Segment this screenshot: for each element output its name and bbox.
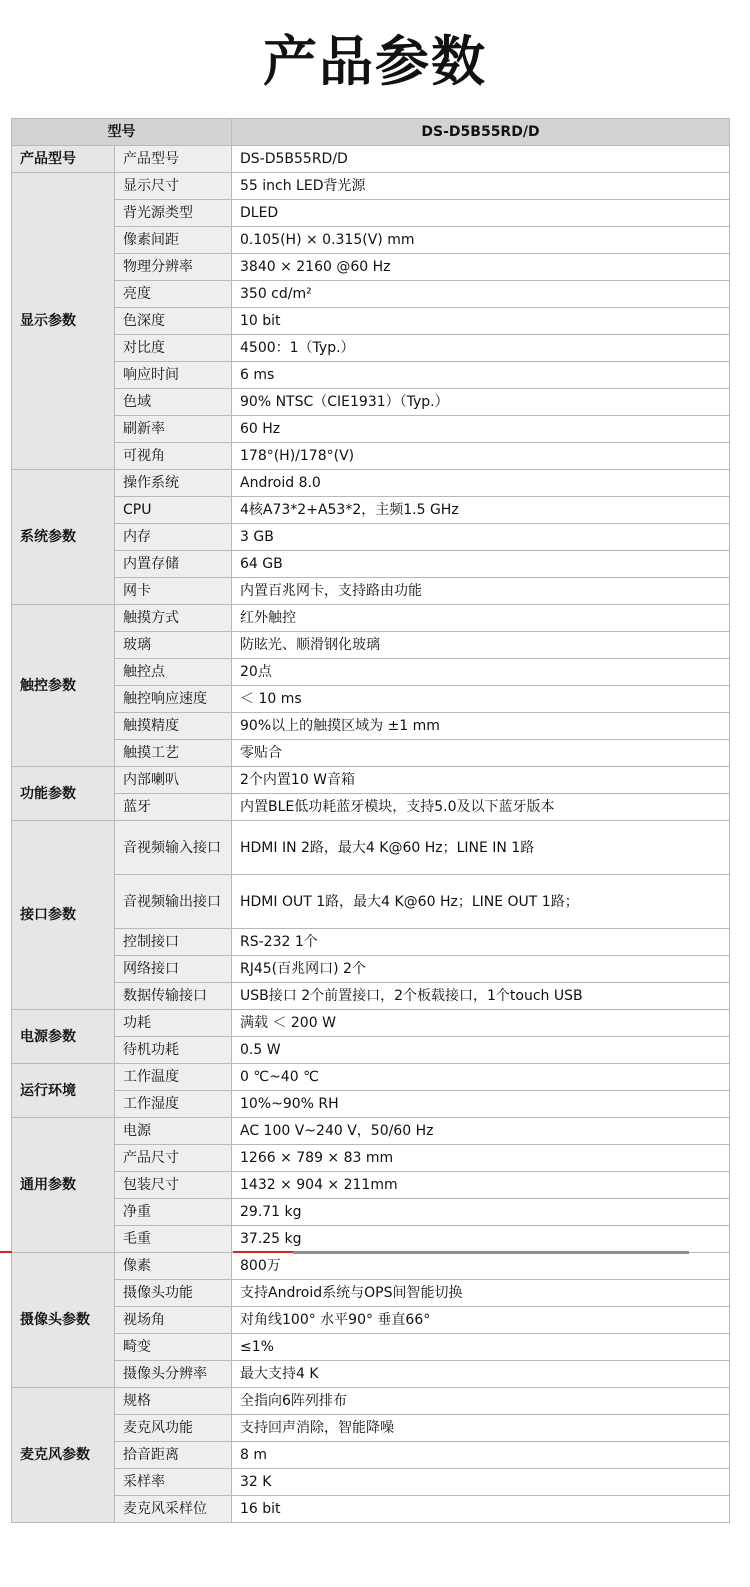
param-label: 麦克风采样位: [115, 1496, 232, 1523]
param-label: 产品尺寸: [115, 1145, 232, 1172]
param-label: 网卡: [115, 578, 232, 605]
param-value: USB接口 2个前置接口，2个板载接口，1个touch USB: [232, 983, 730, 1010]
param-label: 控制接口: [115, 929, 232, 956]
section-name: 触控参数: [12, 605, 115, 767]
table-row: [12, 200, 730, 227]
model-header-value: DS-D5B55RD/D: [232, 119, 730, 146]
param-value: 内置百兆网卡，支持路由功能: [232, 578, 730, 605]
param-value: 红外触控: [232, 605, 730, 632]
param-value: 3840 × 2160 @60 Hz: [232, 254, 730, 281]
param-value: DLED: [232, 200, 730, 227]
table-row: [12, 659, 730, 686]
param-label: 净重: [115, 1199, 232, 1226]
param-value: ＜ 10 ms: [232, 686, 730, 713]
param-label: 网络接口: [115, 956, 232, 983]
param-label: 包装尺寸: [115, 1172, 232, 1199]
param-label: 工作湿度: [115, 1091, 232, 1118]
param-value: HDMI OUT 1路，最大4 K@60 Hz；LINE OUT 1路；: [232, 875, 730, 929]
model-header-label: 型号: [12, 119, 232, 146]
table-row: [12, 1361, 730, 1388]
table-row: [12, 389, 730, 416]
table-row: [12, 1037, 730, 1064]
param-value: 1432 × 904 × 211mm: [232, 1172, 730, 1199]
param-label: 像素: [115, 1253, 232, 1280]
param-value: 防眩光、顺滑钢化玻璃: [232, 632, 730, 659]
table-row: [12, 1064, 730, 1091]
param-label: 摄像头功能: [115, 1280, 232, 1307]
param-label: 待机功耗: [115, 1037, 232, 1064]
table-row: [12, 821, 730, 875]
table-row: [12, 767, 730, 794]
param-value: 29.71 kg: [232, 1199, 730, 1226]
param-value: RJ45(百兆网口) 2个: [232, 956, 730, 983]
param-value: Android 8.0: [232, 470, 730, 497]
param-value: 32 K: [232, 1469, 730, 1496]
table-row: [12, 740, 730, 767]
gray-strike-line: [293, 1251, 689, 1254]
param-label: 产品型号: [115, 146, 232, 173]
param-label: 响应时间: [115, 362, 232, 389]
param-label: 内部喇叭: [115, 767, 232, 794]
param-value: 55 inch LED背光源: [232, 173, 730, 200]
table-row: [12, 1388, 730, 1415]
section-name: 功能参数: [12, 767, 115, 821]
param-label: 物理分辨率: [115, 254, 232, 281]
table-row: [12, 1334, 730, 1361]
page-title: 产品参数: [263, 30, 487, 93]
param-label: 电源: [115, 1118, 232, 1145]
table-row: [12, 281, 730, 308]
table-row: [12, 1091, 730, 1118]
param-label: 畸变: [115, 1334, 232, 1361]
param-label: 刷新率: [115, 416, 232, 443]
param-label: 触摸精度: [115, 713, 232, 740]
table-row: [12, 1010, 730, 1037]
param-label: 可视角: [115, 443, 232, 470]
table-row: [12, 470, 730, 497]
param-label: 麦克风功能: [115, 1415, 232, 1442]
param-value: 零贴合: [232, 740, 730, 767]
table-row: [12, 1442, 730, 1469]
param-label: 触控点: [115, 659, 232, 686]
param-label: 操作系统: [115, 470, 232, 497]
param-value: 37.25 kg: [232, 1226, 730, 1253]
table-header-row: [12, 119, 730, 146]
red-underline: [233, 1251, 293, 1253]
spec-table-body: [12, 119, 730, 1523]
param-label: 内存: [115, 524, 232, 551]
table-row: [12, 686, 730, 713]
table-row: [12, 173, 730, 200]
param-value: 支持回声消除，智能降噪: [232, 1415, 730, 1442]
table-row: [12, 335, 730, 362]
param-value: DS-D5B55RD/D: [232, 146, 730, 173]
param-label: 工作温度: [115, 1064, 232, 1091]
table-row: [12, 1307, 730, 1334]
param-value: 16 bit: [232, 1496, 730, 1523]
section-name: 运行环境: [12, 1064, 115, 1118]
param-label: 蓝牙: [115, 794, 232, 821]
table-row: [12, 1145, 730, 1172]
param-label: 数据传输接口: [115, 983, 232, 1010]
param-label: 显示尺寸: [115, 173, 232, 200]
section-name: 显示参数: [12, 173, 115, 470]
param-value: 0.5 W: [232, 1037, 730, 1064]
section-name: 电源参数: [12, 1010, 115, 1064]
table-row: [12, 227, 730, 254]
param-label: 色深度: [115, 308, 232, 335]
param-value: 90%以上的触摸区域为 ±1 mm: [232, 713, 730, 740]
param-label: 背光源类型: [115, 200, 232, 227]
table-row: [12, 1199, 730, 1226]
param-label: 内置存储: [115, 551, 232, 578]
param-value: 350 cd/m²: [232, 281, 730, 308]
param-value: 0 ℃~40 ℃: [232, 1064, 730, 1091]
table-row: [12, 1280, 730, 1307]
spec-table: [11, 118, 730, 1523]
param-value: 全指向6阵列排布: [232, 1388, 730, 1415]
param-label: 触摸工艺: [115, 740, 232, 767]
param-label: 亮度: [115, 281, 232, 308]
param-value: 20点: [232, 659, 730, 686]
param-value: 6 ms: [232, 362, 730, 389]
param-value: 10 bit: [232, 308, 730, 335]
section-name: 麦克风参数: [12, 1388, 115, 1523]
table-row: [12, 1226, 730, 1253]
param-value: 64 GB: [232, 551, 730, 578]
param-value: AC 100 V~240 V，50/60 Hz: [232, 1118, 730, 1145]
param-label: 视场角: [115, 1307, 232, 1334]
param-value: 800万: [232, 1253, 730, 1280]
param-label: 触控响应速度: [115, 686, 232, 713]
table-row: [12, 497, 730, 524]
section-name: 摄像头参数: [12, 1253, 115, 1388]
param-value: 0.105(H) × 0.315(V) mm: [232, 227, 730, 254]
table-row: [12, 578, 730, 605]
table-row: [12, 362, 730, 389]
section-name: 通用参数: [12, 1118, 115, 1253]
param-label: 毛重: [115, 1226, 232, 1253]
param-label: 采样率: [115, 1469, 232, 1496]
table-row: [12, 416, 730, 443]
param-value: 支持Android系统与OPS间智能切换: [232, 1280, 730, 1307]
section-name: 接口参数: [12, 821, 115, 1010]
param-value: 8 m: [232, 1442, 730, 1469]
param-value: 满载 ＜ 200 W: [232, 1010, 730, 1037]
param-value: 1266 × 789 × 83 mm: [232, 1145, 730, 1172]
table-row: [12, 1469, 730, 1496]
table-row: [12, 875, 730, 929]
table-row: [12, 1172, 730, 1199]
param-label: 像素间距: [115, 227, 232, 254]
param-value: 90% NTSC（CIE1931）（Typ.）: [232, 389, 730, 416]
param-label: 色域: [115, 389, 232, 416]
param-value: 4核A73*2+A53*2，主频1.5 GHz: [232, 497, 730, 524]
table-row: [12, 605, 730, 632]
table-row: [12, 1253, 730, 1280]
table-row: [12, 794, 730, 821]
param-value: 4500：1（Typ.）: [232, 335, 730, 362]
section-name: 产品型号: [12, 146, 115, 173]
param-label: 触摸方式: [115, 605, 232, 632]
table-row: [12, 1118, 730, 1145]
param-value: 178°(H)/178°(V): [232, 443, 730, 470]
param-label: 音视频输出接口: [115, 875, 232, 929]
param-value: 对角线100° 水平90° 垂直66°: [232, 1307, 730, 1334]
param-value: HDMI IN 2路，最大4 K@60 Hz；LINE IN 1路: [232, 821, 730, 875]
table-row: [12, 1496, 730, 1523]
table-row: [12, 308, 730, 335]
red-mark-left: [0, 1251, 12, 1253]
param-value: 10%~90% RH: [232, 1091, 730, 1118]
param-label: 规格: [115, 1388, 232, 1415]
table-row: [12, 254, 730, 281]
param-value: 3 GB: [232, 524, 730, 551]
table-row: [12, 983, 730, 1010]
param-value: 2个内置10 W音箱: [232, 767, 730, 794]
param-label: 玻璃: [115, 632, 232, 659]
section-name: 系统参数: [12, 470, 115, 605]
table-row: [12, 929, 730, 956]
param-label: 对比度: [115, 335, 232, 362]
param-value: ≤1%: [232, 1334, 730, 1361]
table-row: [12, 551, 730, 578]
param-value: 内置BLE低功耗蓝牙模块，支持5.0及以下蓝牙版本: [232, 794, 730, 821]
table-row: [12, 713, 730, 740]
table-row: [12, 1415, 730, 1442]
param-label: CPU: [115, 497, 232, 524]
param-label: 音视频输入接口: [115, 821, 232, 875]
table-row: [12, 146, 730, 173]
table-row: [12, 632, 730, 659]
param-label: 功耗: [115, 1010, 232, 1037]
table-row: [12, 443, 730, 470]
table-row: [12, 956, 730, 983]
param-label: 摄像头分辨率: [115, 1361, 232, 1388]
param-value: 60 Hz: [232, 416, 730, 443]
param-label: 拾音距离: [115, 1442, 232, 1469]
param-value: RS-232 1个: [232, 929, 730, 956]
param-value: 最大支持4 K: [232, 1361, 730, 1388]
table-row: [12, 524, 730, 551]
